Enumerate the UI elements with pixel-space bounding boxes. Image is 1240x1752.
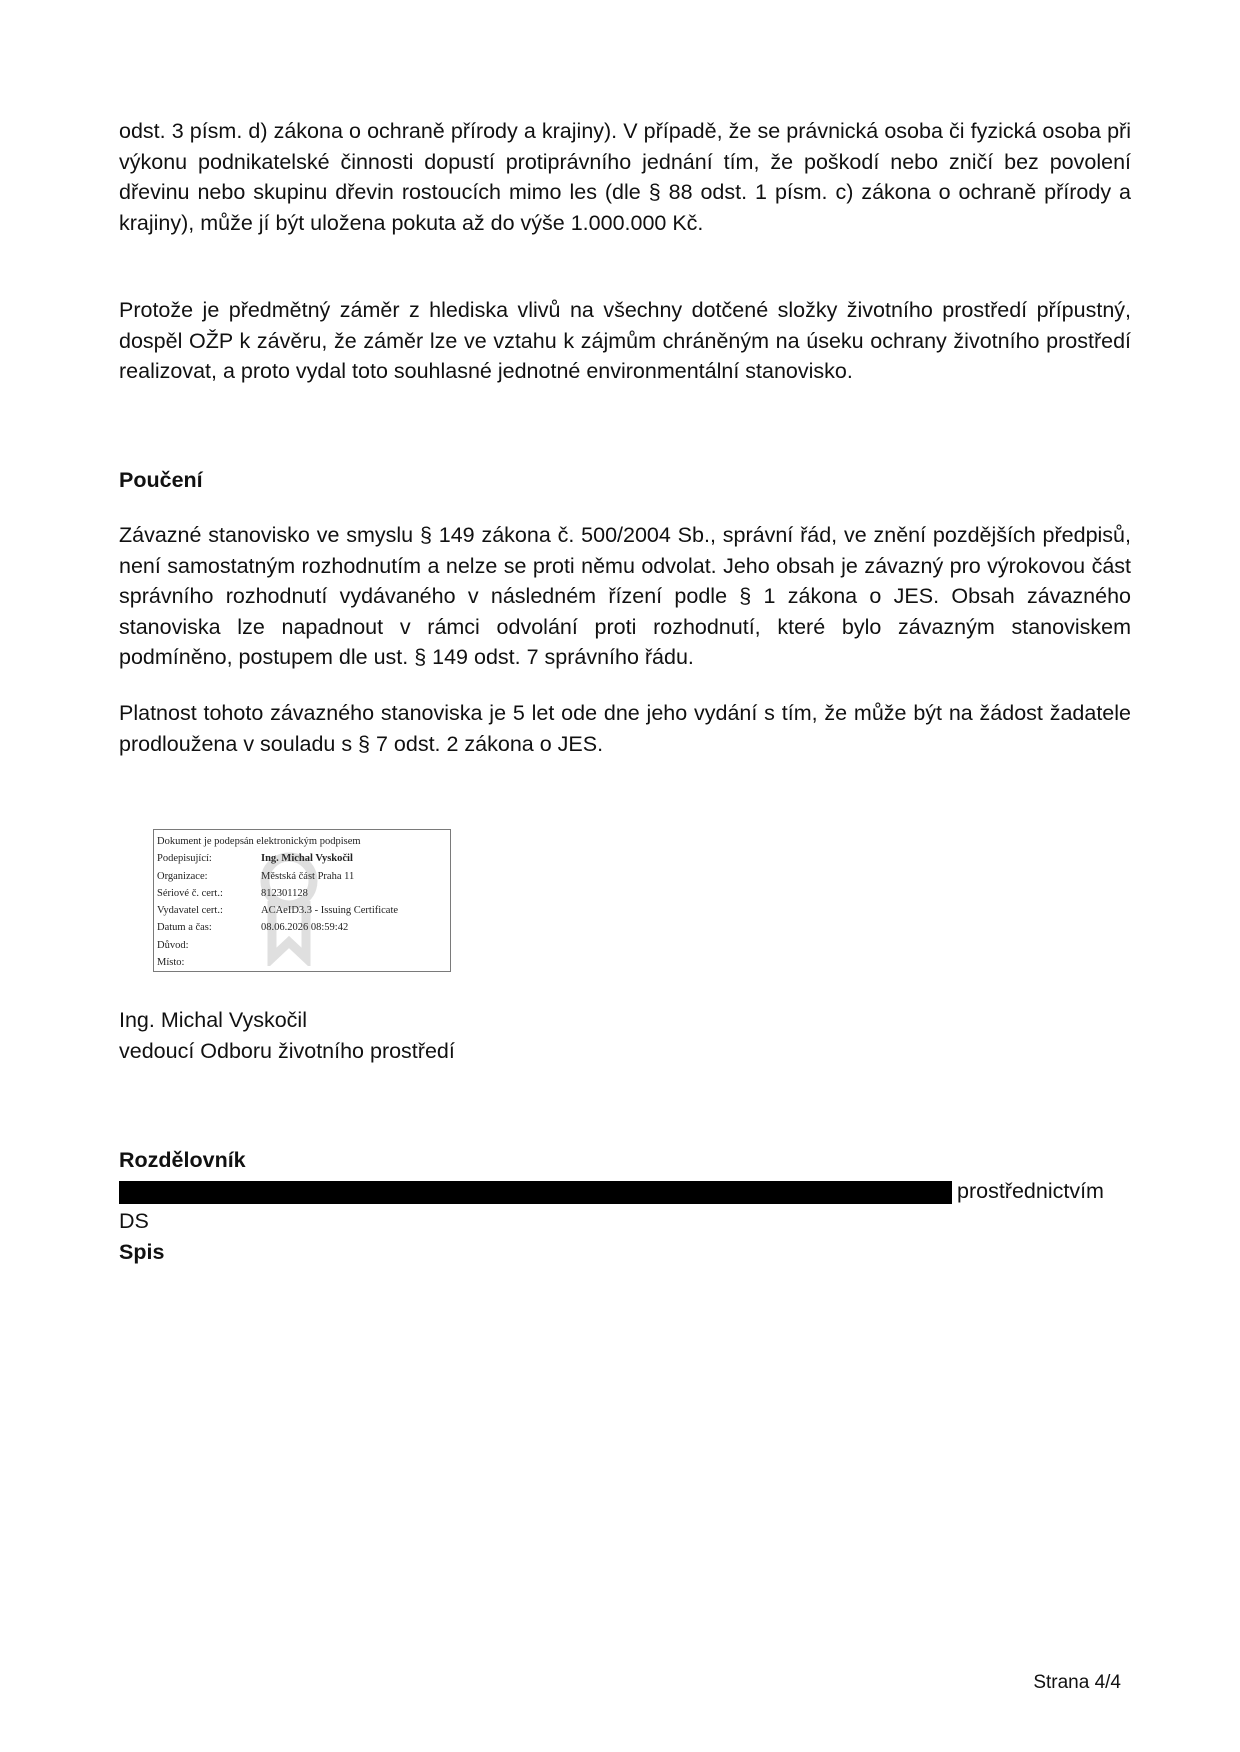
signature-emblem-icon — [254, 846, 324, 966]
electronic-signature-box — [153, 829, 451, 972]
signature-value: Ing. Michal Vyskočil — [261, 853, 353, 865]
signature-label: Sériové č. cert.: — [157, 887, 223, 899]
section-heading-pouceni — [119, 465, 1131, 496]
section-heading: Poučení — [119, 468, 203, 492]
paragraph-text: odst. 3 písm. d) zákona o ochraně přírody a krajiny). V případě, že se právnická osoba či fyzická osoba při výkonu podnikatelské činnosti dopustí protiprávního jednání tím, že poškodí nebo zničí bez povolení dřevinu nebo skupinu dřevin rostoucích mimo les (dle § 88 odst. 1 písm. c) zákona o ochraně přírody a krajiny), může jí být uložena pokuta až do výše 1.000.000 Kč. — [119, 119, 1131, 235]
signature-label: Místo: — [157, 957, 185, 969]
paragraph-pouceni-1 — [119, 520, 1131, 673]
signature-label: Organizace: — [157, 870, 208, 882]
signer-position: vedoucí Odboru životního prostředí — [119, 1038, 455, 1063]
distribution-heading: Rozdělovník — [119, 1148, 246, 1172]
distribution-line — [119, 1176, 1149, 1207]
signer-block — [119, 1005, 455, 1066]
paragraph-text: Závazné stanovisko ve smyslu § 149 zákona č. 500/2004 Sb., správní řád, ve znění pozdějších předpisů, není samostatným rozhodnutím a nelze se proti němu odvolat. Jeho obsah je závazný pro výrokovou část správního rozhodnutí vydávaného v následném řízení podle § 1 zákona o JES. Obsah závazného stanoviska lze napadnout v rámci odvolání proti rozhodnutí, které bylo závazným stanoviskem podmíněno, postupem dle ust. § 149 odst. 7 správního řádu. — [119, 523, 1131, 669]
redaction-bar — [119, 1181, 952, 1204]
signature-value: Městská část Praha 11 — [261, 870, 355, 882]
paragraph-conclusion — [119, 295, 1131, 387]
distribution-delivery-method: prostřednictvím — [957, 1178, 1104, 1203]
distribution-list — [119, 1145, 1149, 1267]
distribution-line-ds: DS — [119, 1209, 149, 1233]
signature-label: Datum a čas: — [157, 922, 212, 934]
paragraph-penalty — [119, 116, 1131, 238]
paragraph-text: Protože je předmětný záměr z hlediska vlivů na všechny dotčené složky životního prostředí přípustný, dospěl OŽP k závěru, že záměr lze ve vztahu k zájmům chráněným na úseku ochrany životního prostředí realizovat, a proto vydal toto souhlasné jednotné environmentální stanovisko. — [119, 298, 1131, 383]
signature-label: Podepisující: — [157, 853, 212, 865]
paragraph-text: Platnost tohoto závazného stanoviska je 5 let ode dne jeho vydání s tím, že může být na žádost žadatele prodloužena v souladu s § 7 odst. 2 zákona o JES. — [119, 701, 1131, 756]
signer-name: Ing. Michal Vyskočil — [119, 1008, 307, 1032]
paragraph-pouceni-2 — [119, 698, 1131, 759]
signature-value: 08.06.2026 08:59:42 — [261, 922, 349, 934]
signature-value: ACAeID3.3 - Issuing Certificate — [261, 905, 399, 917]
signature-label: Vydavatel cert.: — [157, 905, 223, 917]
signature-value: 812301128 — [261, 887, 308, 899]
signature-box-title: Dokument je podepsán elektronickým podpisem — [157, 836, 361, 847]
signature-label: Důvod: — [157, 939, 189, 951]
distribution-spis: Spis — [119, 1239, 165, 1264]
page-number: Strana 4/4 — [1033, 1672, 1121, 1693]
